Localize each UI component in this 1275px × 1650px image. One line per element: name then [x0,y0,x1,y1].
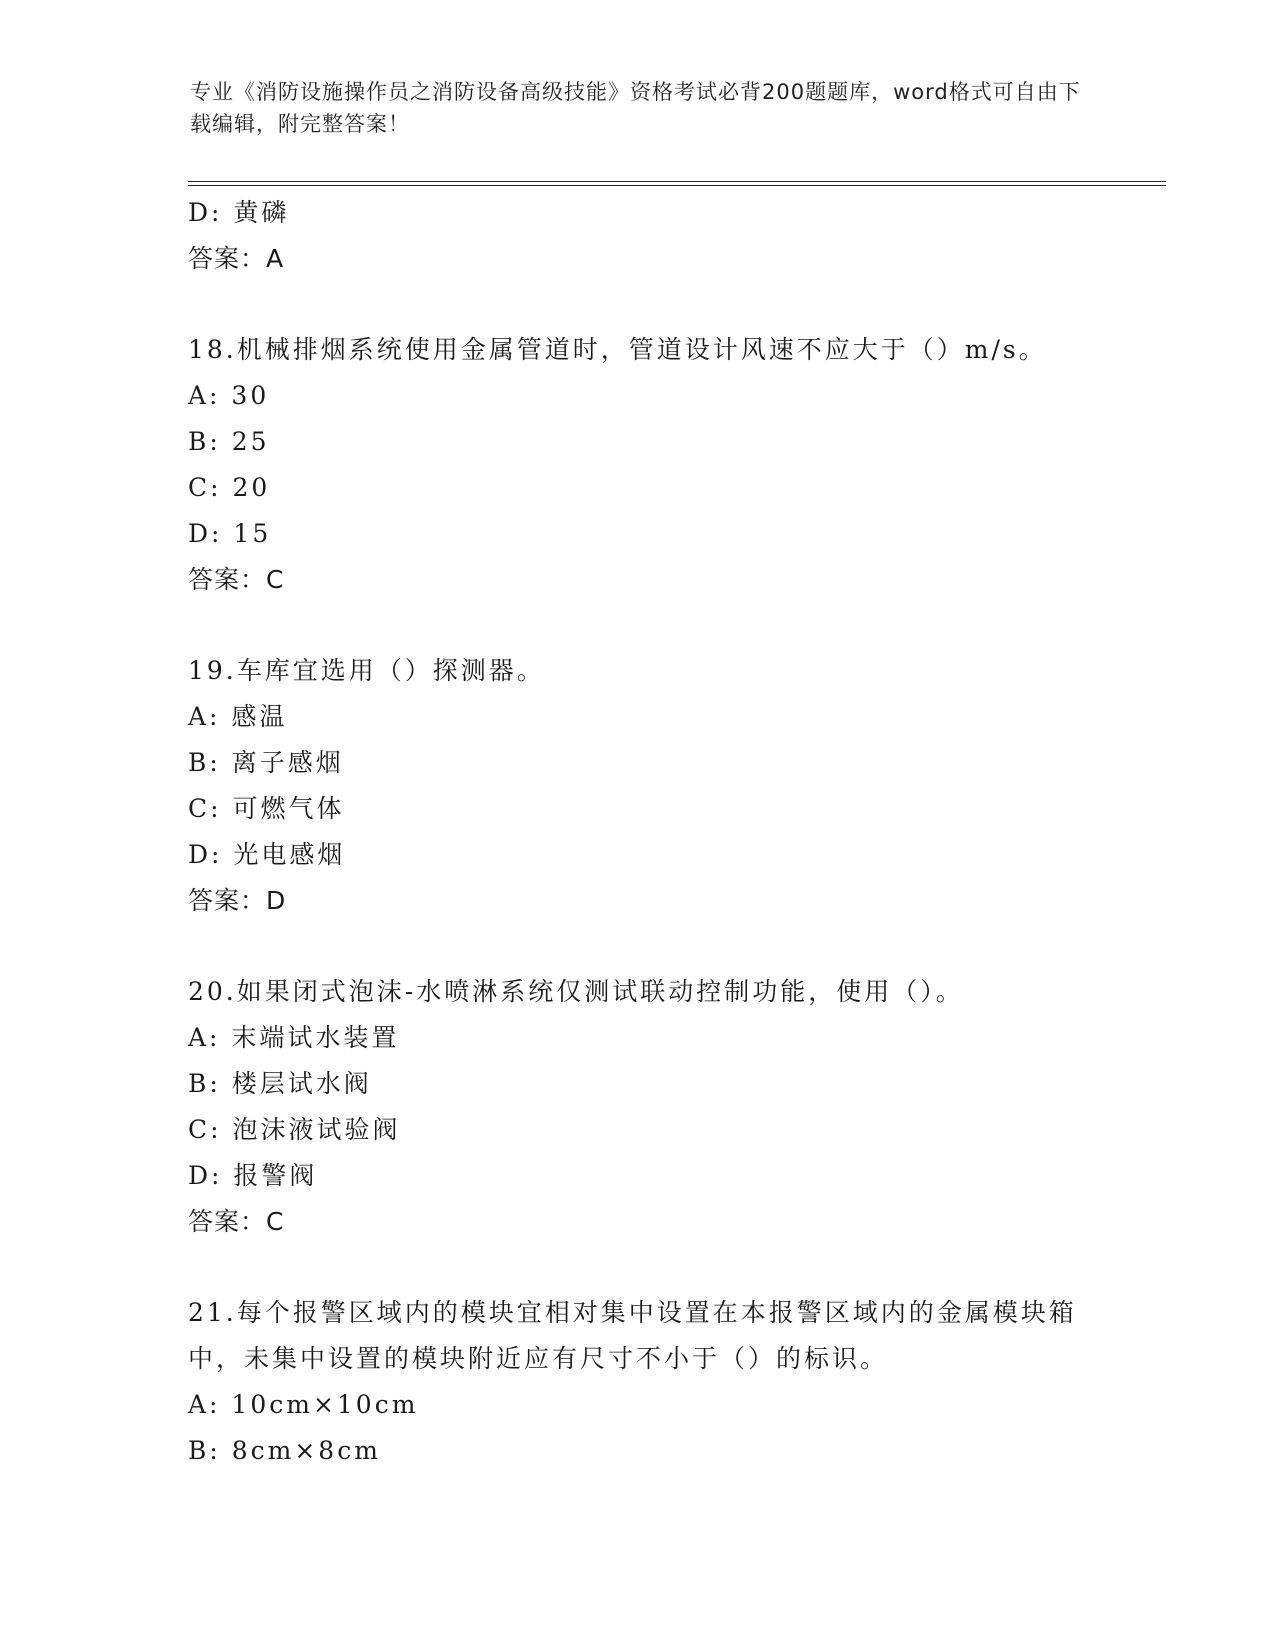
option-d: D: 15 [188,519,272,548]
header-divider-bottom [188,185,1166,186]
option-b: B: 离子感烟 [188,748,344,777]
option-d: D: 报警阀 [188,1161,318,1190]
option-a: A: 末端试水装置 [188,1023,400,1052]
answer-line: 答案：C [188,1207,285,1236]
option-b: B: 楼层试水阀 [188,1069,372,1098]
question-18 [188,327,1108,603]
option-d: D: 光电感烟 [188,840,346,869]
option-d: D: 黄磷 [188,198,290,227]
spacer [188,924,1108,969]
question-stem: 21.每个报警区域内的模块宜相对集中设置在本报警区域内的金属模块箱中，未集中设置的模块附近应有尺寸不小于（）的标识。 [188,1298,1077,1373]
option-c: C: 泡沫液试验阀 [188,1115,401,1144]
header-divider-top [188,181,1166,182]
answer-line: 答案：C [188,565,285,594]
question-19 [188,648,1108,924]
question-17-tail [188,190,1108,282]
option-c: C: 20 [188,473,271,502]
answer-line: 答案：A [188,244,285,273]
spacer [188,282,1108,327]
question-stem: 20.如果闭式泡沫-水喷淋系统仅测试联动控制功能，使用（）。 [188,977,964,1006]
option-a: A: 30 [188,381,270,410]
answer-line: 答案：D [188,886,287,915]
option-c: C: 可燃气体 [188,794,345,823]
option-a: A: 10cm×10cm [188,1390,419,1419]
question-content [188,190,1108,1474]
option-b: B: 25 [188,427,270,456]
question-stem: 18.机械排烟系统使用金属管道时，管道设计风速不应大于（）m/s。 [188,335,1047,364]
question-20 [188,969,1108,1245]
spacer [188,1245,1108,1290]
spacer [188,603,1108,648]
question-21 [188,1290,1108,1474]
question-stem: 19.车库宜选用（）探测器。 [188,656,545,685]
option-b: B: 8cm×8cm [188,1436,381,1465]
document-header: 专业《消防设施操作员之消防设备高级技能》资格考试必背200题题库，word格式可自由下载编辑，附完整答案！ [190,80,1081,136]
option-a: A: 感温 [188,702,288,731]
